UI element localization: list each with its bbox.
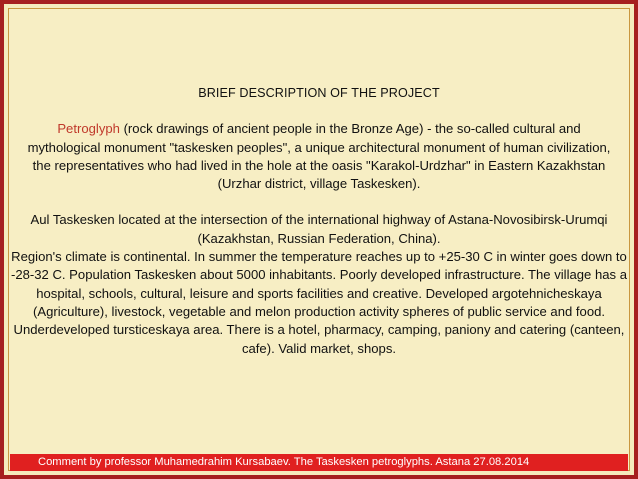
petroglyph-highlight: Petroglyph: [57, 121, 120, 137]
paragraph-climate: Region's climate is continental. In summer the temperature reaches up to +25-30 C in winter goes down to -28-32 C. Population Taskesken about 5000 inhabitants. Poorly developed infrastructure. The village has a hospital, schools, cultural, leisure and sports facilities and creative. Developed argotehnicheskaya (Agriculture), livestock, vegetable and melon production activity spheres of public service and food. Underdeveloped tursticеskaya area. There is a hotel, pharmacy, camping, paniony and catering (canteen, cafe). Valid market, shops.: [10, 249, 628, 356]
paragraph-spacer: [4, 193, 634, 211]
paragraph-petroglyph-text: (rock drawings of ancient people in the Bronze Age) - the so-called cultural and mythological monument "taskesken peoples", a unique architectural monument of human civilization, the representatives who had lived in the hole at the oasis "Karakol-Urdzhar" in Eastern Kazakhstan (Urzhar district, village Taskesken).: [27, 121, 611, 192]
footer-comment: Comment by professor Muhamedrahim Kursabaev. The Taskesken petroglyphs. Astana 27.08.2014: [10, 454, 628, 471]
paragraph-location: Aul Taskesken located at the intersection of the international highway of Astana-Novosibirsk-Urumqi (Kazakhstan, Russian Federation, China).: [30, 212, 608, 246]
slide-content: [4, 84, 634, 358]
slide-heading: BRIEF DESCRIPTION OF THE PROJECT: [198, 86, 440, 100]
paragraph-petroglyph: [4, 120, 634, 193]
